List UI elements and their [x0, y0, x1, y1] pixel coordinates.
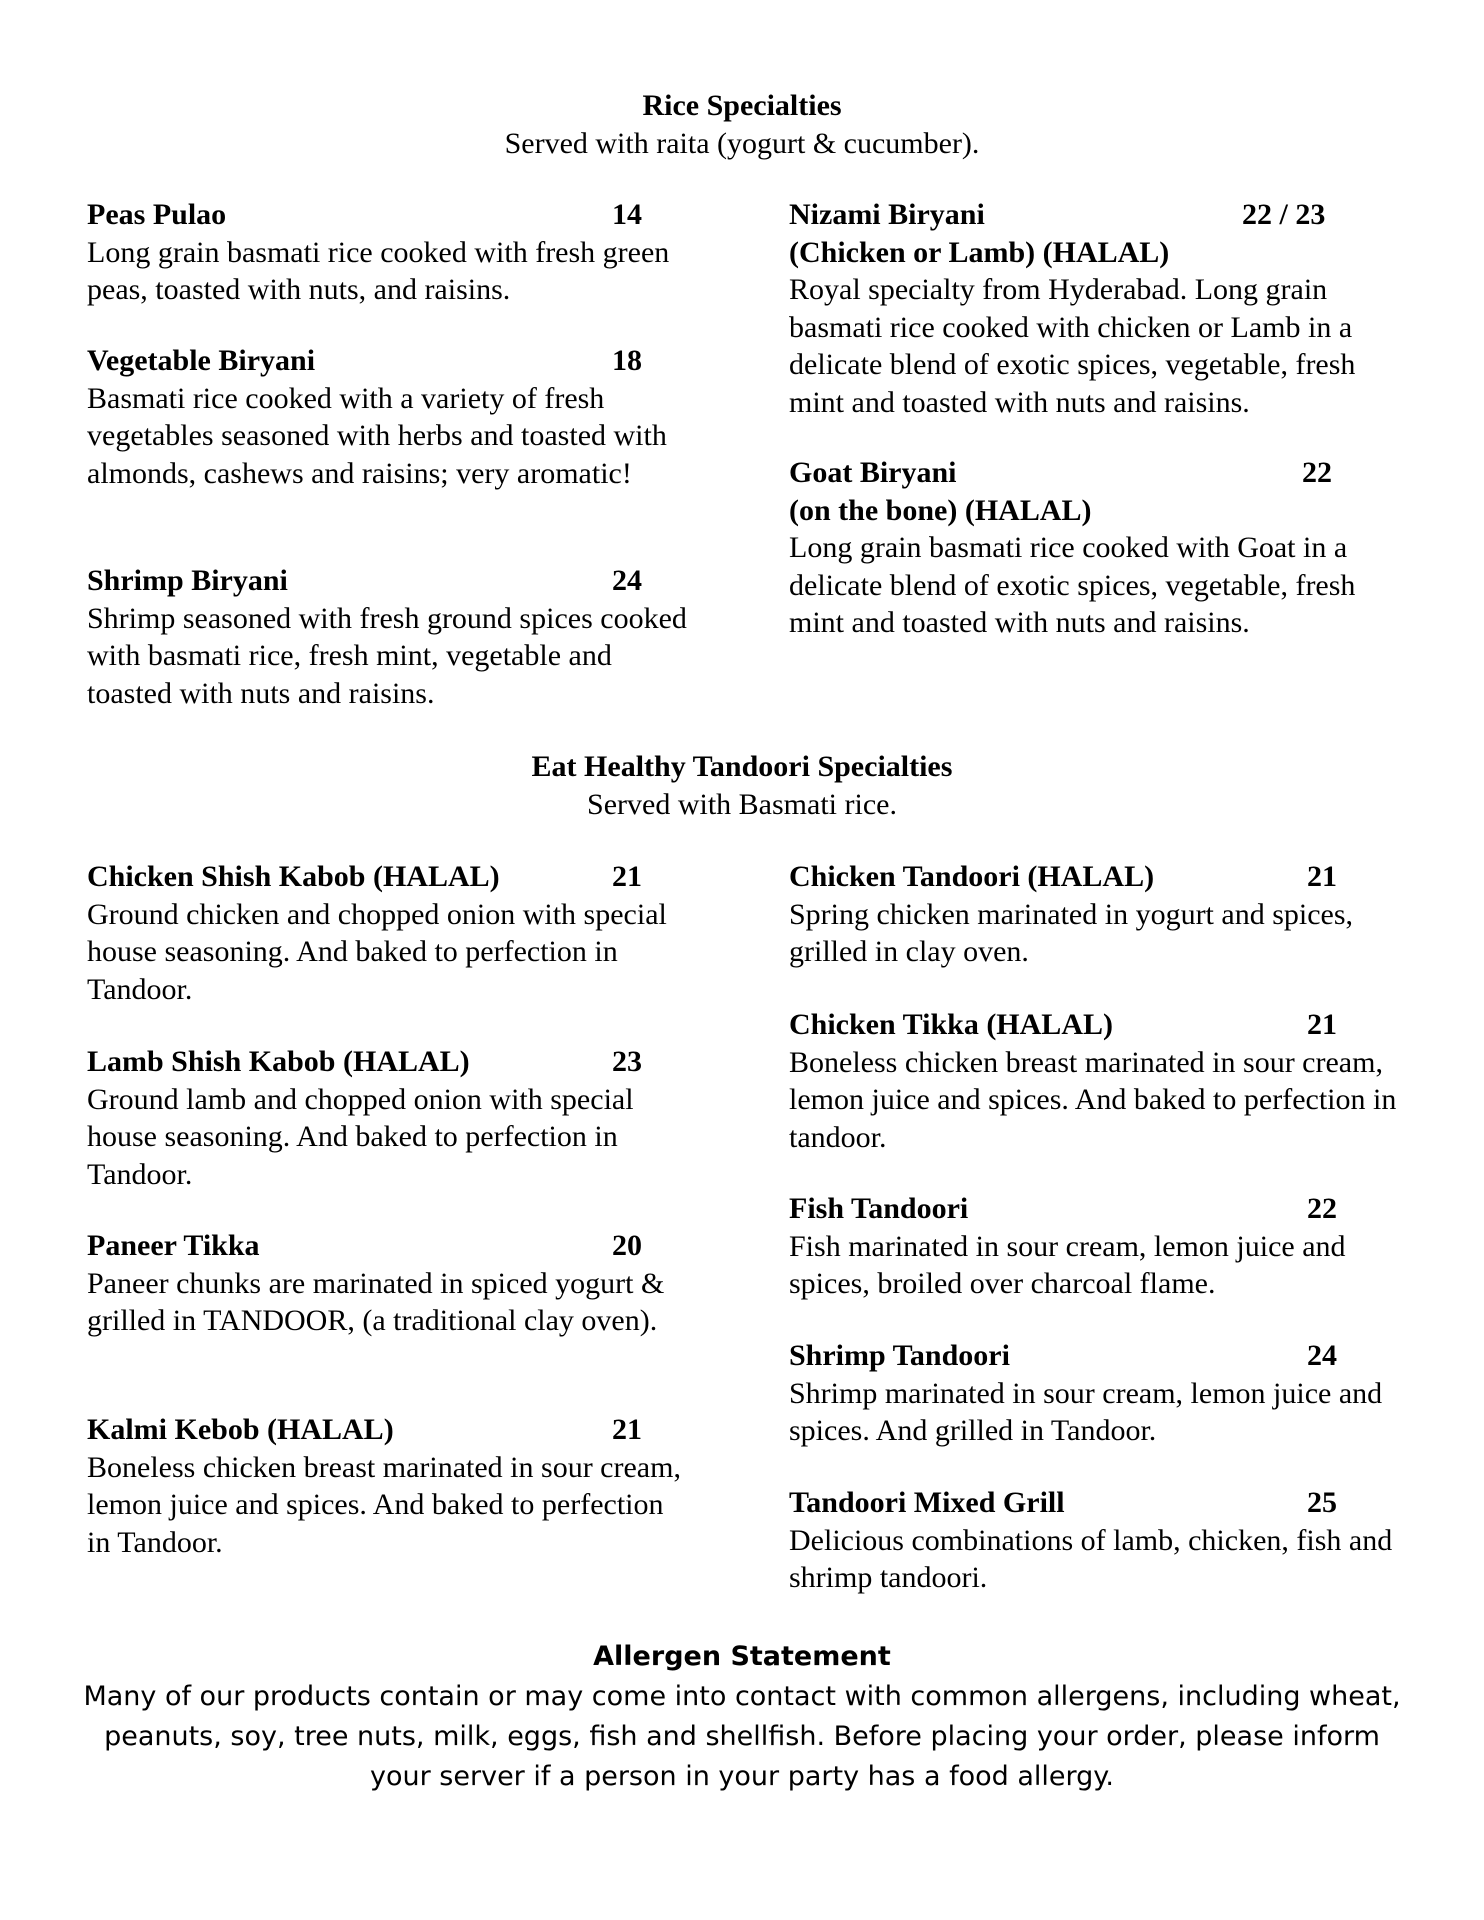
item-price: 14	[612, 198, 642, 231]
menu-item-nizami-biryani	[789, 196, 1409, 421]
item-name: Shrimp Tandoori	[789, 1339, 1010, 1372]
item-price: 24	[1307, 1339, 1337, 1372]
tandoori-section-title: Eat Healthy Tandoori Specialties	[531, 750, 953, 783]
item-price: 21	[1307, 860, 1337, 893]
allergen-statement	[0, 1637, 1484, 1797]
item-description: Shrimp seasoned with fresh ground spices cooked with basmati rice, fresh mint, vegetable and toasted with nuts and raisins.	[87, 601, 687, 710]
item-description: Long grain basmati rice cooked with fresh green peas, toasted with nuts, and raisins.	[87, 235, 670, 306]
item-price: 23	[612, 1045, 642, 1078]
menu-item-shrimp-biryani	[87, 562, 687, 712]
item-name: Chicken Tandoori (HALAL)	[789, 860, 1155, 893]
item-description: Boneless chicken breast marinated in sour cream, lemon juice and spices. And baked to perfection in tandoor.	[789, 1045, 1397, 1154]
tandoori-section-subtitle: Served with Basmati rice.	[587, 788, 897, 821]
item-description: Long grain basmati rice cooked with Goat in a delicate blend of exotic spices, vegetable, fresh mint and toasted with nuts and raisins.	[789, 531, 1356, 639]
rice-section-header	[0, 87, 1484, 163]
menu-item-vegetable-biryani	[87, 342, 687, 492]
item-price: 21	[1307, 1008, 1337, 1041]
allergen-title: Allergen Statement	[593, 1641, 891, 1672]
item-name: Goat Biryani	[789, 456, 957, 489]
menu-item-chicken-tandoori	[789, 858, 1409, 971]
item-name: Kalmi Kebob (HALAL)	[87, 1413, 394, 1446]
menu-item-peas-pulao	[87, 196, 687, 309]
item-price: 22 / 23	[1242, 198, 1326, 231]
item-price: 21	[612, 860, 642, 893]
item-name: Vegetable Biryani	[87, 344, 316, 377]
menu-item-tandoori-mixed-grill	[789, 1484, 1409, 1597]
menu-item-lamb-shish-kabob	[87, 1043, 687, 1193]
item-name: Lamb Shish Kabob (HALAL)	[87, 1045, 470, 1078]
item-price: 24	[612, 564, 642, 597]
item-price: 18	[612, 344, 642, 377]
item-description: Spring chicken marinated in yogurt and spices, grilled in clay oven.	[789, 897, 1354, 968]
menu-item-goat-biryani	[789, 454, 1409, 642]
menu-item-chicken-shish-kabob	[87, 858, 687, 1008]
item-name: Fish Tandoori	[789, 1192, 969, 1225]
item-description: Fish marinated in sour cream, lemon juice and spices, broiled over charcoal flame.	[789, 1229, 1346, 1300]
item-price: 22	[1307, 1192, 1337, 1225]
item-description: Delicious combinations of lamb, chicken, fish and shrimp tandoori.	[789, 1523, 1393, 1594]
item-subtitle: (Chicken or Lamb) (HALAL)	[789, 235, 1170, 269]
item-subtitle: (on the bone) (HALAL)	[789, 493, 1092, 527]
rice-section-subtitle: Served with raita (yogurt & cucumber).	[504, 127, 980, 160]
allergen-text: Many of our products contain or may come into contact with common allergens, including wheat, peanuts, soy, tree nuts, milk, eggs, fish and shellfish. Before placing your order, please inform your server if a person in your party has a food allergy.	[83, 1681, 1401, 1792]
item-name: Chicken Shish Kabob (HALAL)	[87, 860, 500, 893]
item-name: Nizami Biryani	[789, 198, 985, 231]
item-name: Paneer Tikka	[87, 1229, 260, 1262]
item-price: 25	[1307, 1486, 1337, 1519]
item-price: 20	[612, 1229, 642, 1262]
item-name: Peas Pulao	[87, 198, 227, 231]
menu-item-paneer-tikka	[87, 1227, 687, 1340]
item-description: Paneer chunks are marinated in spiced yogurt & grilled in TANDOOR, (a traditional clay oven).	[87, 1266, 665, 1337]
rice-section-title: Rice Specialties	[642, 89, 842, 122]
item-name: Shrimp Biryani	[87, 564, 288, 597]
item-description: Royal specialty from Hyderabad. Long grain basmati rice cooked with chicken or Lamb in a delicate blend of exotic spices, vegetable, fresh mint and toasted with nuts and raisins.	[789, 273, 1356, 419]
menu-item-shrimp-tandoori	[789, 1337, 1409, 1450]
item-price: 22	[1302, 456, 1332, 489]
item-description: Ground lamb and chopped onion with special house seasoning. And baked to perfection in Tandoor.	[87, 1082, 634, 1191]
item-name: Chicken Tikka (HALAL)	[789, 1008, 1113, 1041]
menu-item-chicken-tikka	[789, 1006, 1409, 1156]
item-description: Boneless chicken breast marinated in sour cream, lemon juice and spices. And baked to perfection in Tandoor.	[87, 1450, 681, 1559]
item-name: Tandoori Mixed Grill	[789, 1486, 1065, 1519]
tandoori-section-header	[0, 748, 1484, 824]
menu-item-fish-tandoori	[789, 1190, 1409, 1303]
item-description: Shrimp marinated in sour cream, lemon juice and spices. And grilled in Tandoor.	[789, 1376, 1383, 1447]
item-price: 21	[612, 1413, 642, 1446]
item-description: Ground chicken and chopped onion with special house seasoning. And baked to perfection in Tandoor.	[87, 897, 667, 1006]
menu-item-kalmi-kebob	[87, 1411, 687, 1561]
item-description: Basmati rice cooked with a variety of fresh vegetables seasoned with herbs and toasted with almonds, cashews and raisins; very aromatic!	[87, 381, 667, 490]
